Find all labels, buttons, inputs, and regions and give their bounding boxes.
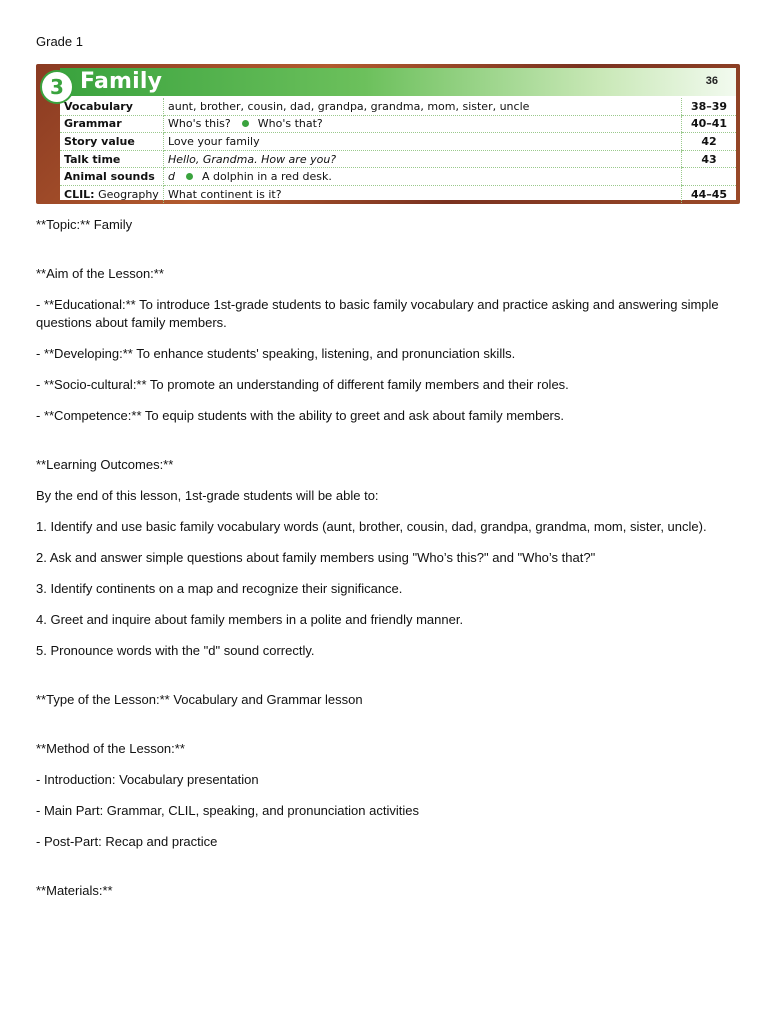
row-content-b: A dolphin in a red desk. [201, 170, 332, 184]
unit-banner [50, 68, 736, 99]
row-label: Vocabulary [60, 98, 164, 115]
table-row [60, 150, 736, 168]
row-label-bold: CLIL: [64, 187, 95, 201]
unit-contents-table [60, 98, 736, 203]
aim-item: - **Educational:** To introduce 1st-grade students to basic family vocabulary and practice asking and answering simple questions about family members. [36, 297, 719, 330]
row-pages: 43 [682, 150, 737, 168]
outcome-item: 4. Greet and inquire about family members in a polite and friendly manner. [36, 612, 464, 627]
row-content-b: Who's that? [257, 117, 323, 131]
unit-number-badge: 3 [40, 70, 74, 104]
row-content-a: Who's this? [168, 117, 231, 131]
grade-label: Grade 1 [36, 34, 83, 49]
unit-overview-image [36, 64, 740, 204]
row-pages: 44–45 [682, 185, 737, 202]
row-content: What continent is it? [168, 187, 282, 201]
row-pages: 38–39 [682, 98, 737, 115]
table-row [60, 133, 736, 151]
lesson-type-line: **Type of the Lesson:** Vocabulary and Grammar lesson [36, 692, 363, 707]
row-label: Animal sounds [60, 168, 164, 186]
outcomes-heading: **Learning Outcomes:** [36, 457, 174, 472]
outcome-item: 5. Pronounce words with the "d" sound correctly. [36, 643, 315, 658]
unit-start-page: 36 [705, 75, 718, 87]
method-item: - Introduction: Vocabulary presentation [36, 772, 259, 787]
row-content [164, 168, 682, 186]
row-pages: 42 [682, 133, 737, 151]
topic-line: **Topic:** Family [36, 217, 133, 232]
unit-title: Family [80, 69, 163, 94]
row-label [60, 185, 164, 202]
aim-heading: **Aim of the Lesson:** [36, 266, 164, 281]
aim-item: - **Socio-cultural:** To promote an understanding of different family members and their roles. [36, 377, 569, 392]
row-label-rest: Geography [94, 187, 159, 201]
green-dot-icon [186, 173, 193, 180]
row-content: aunt, brother, cousin, dad, grandpa, grandma, mom, sister, uncle [164, 98, 682, 115]
row-pages: 40–41 [682, 115, 737, 133]
row-content [164, 115, 682, 133]
row-content: Love your family [164, 133, 682, 151]
row-label: Talk time [60, 150, 164, 168]
unit-overview-panel [50, 68, 736, 201]
materials-heading: **Materials:** [36, 883, 113, 898]
row-label: Grammar [60, 115, 164, 133]
row-content-a: d [168, 170, 175, 184]
row-content: Hello, Grandma. How are you? [164, 150, 682, 168]
table-row [60, 98, 736, 115]
row-pages [682, 168, 737, 186]
table-row [60, 168, 736, 186]
lesson-plan-text [36, 216, 736, 900]
outcomes-intro: By the end of this lesson, 1st-grade students will be able to: [36, 488, 379, 503]
method-item: - Main Part: Grammar, CLIL, speaking, and pronunciation activities [36, 803, 419, 818]
outcome-item: 1. Identify and use basic family vocabulary words (aunt, brother, cousin, dad, grandpa, grandma, mom, sister, uncle). [36, 519, 707, 534]
document-page [36, 34, 736, 913]
aim-item: - **Competence:** To equip students with the ability to greet and ask about family members. [36, 408, 564, 423]
method-item: - Post-Part: Recap and practice [36, 834, 218, 849]
row-label: Story value [60, 133, 164, 151]
outcome-item: 2. Ask and answer simple questions about family members using "Who’s this?" and "Who’s that?" [36, 550, 596, 565]
table-row [60, 185, 736, 202]
green-dot-icon [242, 120, 249, 127]
table-row [60, 115, 736, 133]
aim-item: - **Developing:** To enhance students' speaking, listening, and pronunciation skills. [36, 346, 516, 361]
outcome-item: 3. Identify continents on a map and recognize their significance. [36, 581, 403, 596]
method-heading: **Method of the Lesson:** [36, 741, 185, 756]
